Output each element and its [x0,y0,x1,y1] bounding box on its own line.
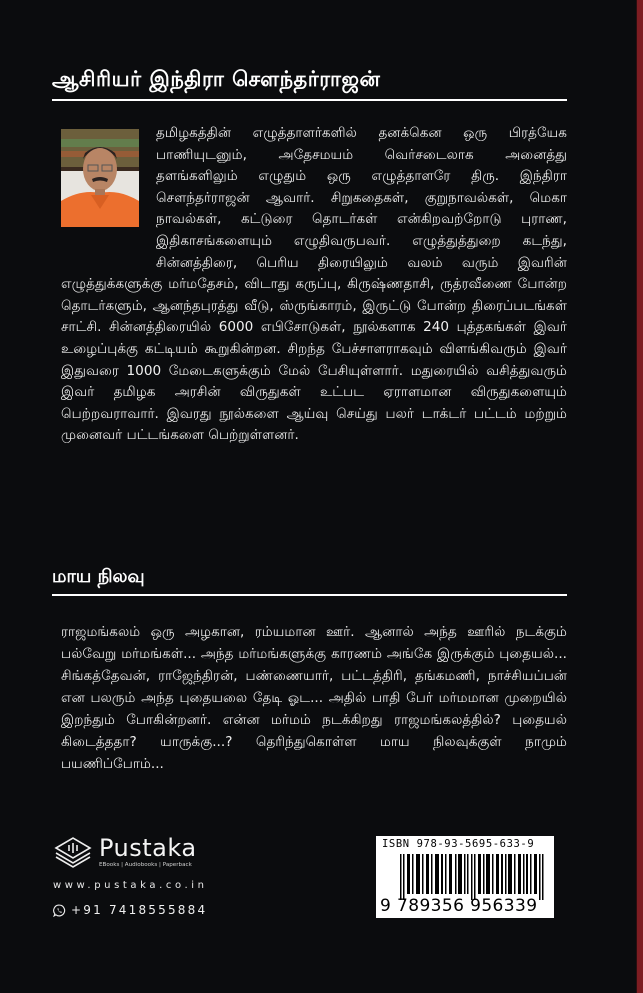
isbn-barcode-box [376,836,554,918]
author-bio [61,123,567,447]
barcode-icon [400,854,548,900]
spine-edge [637,0,643,993]
publisher-tagline: EBooks | Audiobooks | Paperback [99,861,192,868]
barcode-number: 9 789356 956339 [380,896,538,916]
publisher-phone: +91 7418555884 [71,903,208,917]
author-heading: ஆசிரியர் இந்திரா சௌந்தர்ராஜன் [52,66,381,91]
book-heading-divider [52,594,567,596]
book-synopsis: ராஜமங்கலம் ஒரு அழகான, ரம்யமான ஊர். ஆனால் அந்த ஊரில் நடக்கும் பல்வேறு மர்மங்கள்... அந்த மர்மங்களுக்கு காரணம் அங்கே இருக்கும் புதையல்... சிங்கத்தேவன், ராஜேந்திரன், பண்ணையார், பட்டத்திரி, தங்கமணி, நாச்சியப்பன் என பலரும் அந்த புதையலை தேடி ஓட... அதில் பாதி பேர் மர்மமான முறையில் இறந்தும் போகின்றனர். என்ன மர்மம் நடக்கிறது ராஜமங்கலத்தில்? புதையல் கிடைத்ததா? யாருக்கு...? தெரிந்துகொள்ள மாய நிலவுக்குள் நாமும் பயணிப்போம்... [61,624,567,772]
publisher-contact [53,903,208,917]
publisher-name: Pustaka [99,833,197,862]
publisher-website: www.pustaka.co.in [53,880,208,891]
isbn-label: ISBN 978-93-5695-633-9 [382,838,535,850]
publisher-block [53,834,208,917]
publisher-logo [53,834,208,868]
photo-spacer [61,123,156,254]
book-stack-audio-icon [53,834,93,868]
author-heading-divider [52,99,567,101]
book-title-heading: மாய நிலவு [52,566,145,587]
author-bio-text: தமிழகத்தின் எழுத்தாளர்களில் தனக்கென ஒரு பிரத்யேக பாணியுடனும், அதேசமயம் வெர்சடைலாக அனைத்து தளங்களிலும் எழுதும் ஒரு எழுத்தாளரே திரு. இந்திரா சௌந்தர்ராஜன் ஆவார். சிறுகதைகள், குறுநாவல்கள், மெகா நாவல்கள், கட்டுரை தொடர்கள் என்கிறவற்றோடு புராண, இதிகாசங்களையும் எழுதிவருபவர். எழுத்துத்துறை கடந்து, சின்னத்திரை, பெரிய திரையிலும் வலம் வரும் இவரின் எழுத்துக்களுக்கு மர்மதேசம், விடாது கருப்பு, கிருஷ்ணதாசி, ருத்ரவீணை போன்ற தொடர்களும், ஆனந்தபுரத்து வீடு, ஸ்ருங்காரம், இருட்டு போன்ற திரைப்படங்கள் சாட்சி. சின்னத்திரையில் 6000 எபிசோடுகள், நூல்களாக 240 புத்தகங்கள் இவர் உழைப்புக்கு கட்டியம் கூறுகின்றன. சிறந்த பேச்சாளராகவும் விளங்கிவரும் இவர் இதுவரை 1000 மேடைகளுக்கும் மேல் பேசியுள்ளார். மதுரையில் வசித்துவரும் இவர் தமிழக அரசின் விருதுகள் உட்பட ஏராளமான விருதுகளையும் பெற்றவராவார். இவரது நூல்களை ஆய்வு செய்து பலர் டாக்டர் பட்டம் மற்றும் முனைவர் பட்டங்களை பெற்றுள்ளனர். [61,125,567,444]
whatsapp-icon [53,904,66,917]
